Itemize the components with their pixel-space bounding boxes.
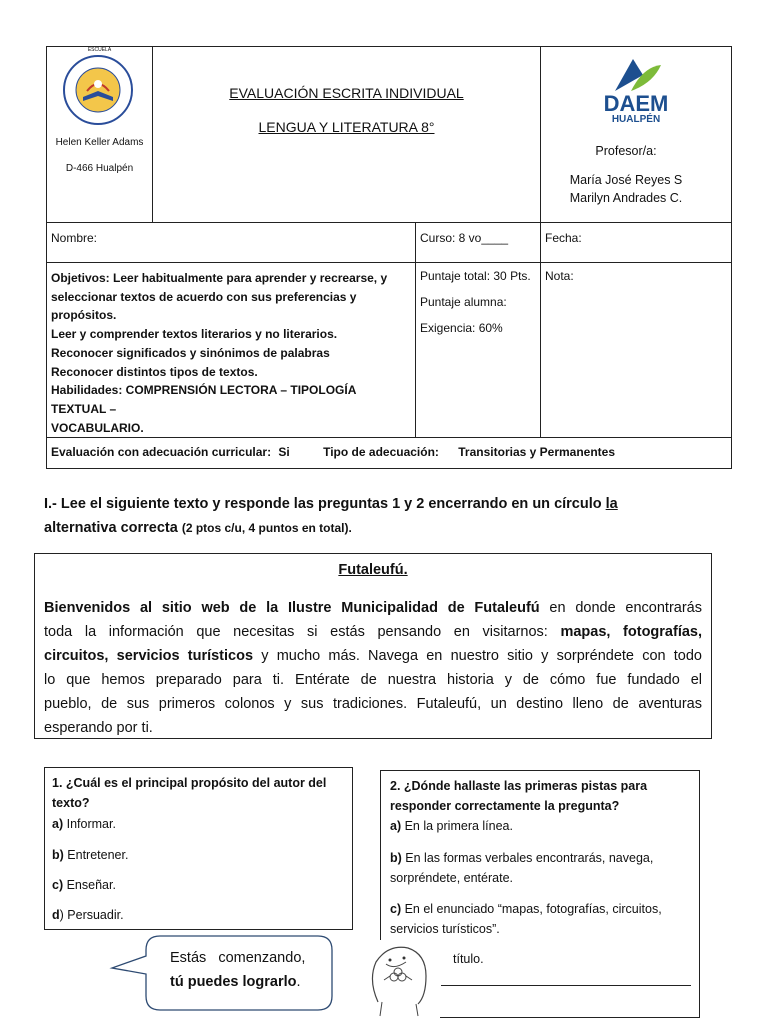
q1-option-d[interactable] <box>52 906 124 924</box>
q2-option-c-cont: servicios turísticos”. <box>390 922 500 936</box>
option-letter: b) <box>52 848 64 862</box>
q2-option-a[interactable] <box>390 817 513 835</box>
option-letter: d <box>52 908 60 922</box>
daem-cell <box>541 47 732 223</box>
option-text: ) Persuadir. <box>59 908 124 922</box>
reading-segment: pueblo, de sus primeros colonos y sus tradiciones. Futaleufú, un destino lleno de aventuras <box>44 696 702 712</box>
question-2-text: responder correctamente la pregunta? <box>390 799 620 813</box>
teacher-label: Profesor/a: <box>595 144 657 158</box>
exam-subtitle: LENGUA Y LITERATURA 8° <box>258 119 435 135</box>
adaptation-value: Si <box>278 445 290 460</box>
option-letter: a) <box>52 817 64 831</box>
reading-line <box>44 716 702 740</box>
requirement: Exigencia: 60% <box>420 321 503 335</box>
instructions-line-1 <box>44 496 618 512</box>
title-cell <box>153 47 541 223</box>
reading-bold-segment: mapas, fotografías, <box>560 624 703 640</box>
option-text: Enseñar. <box>63 878 116 892</box>
instructions-line-2 <box>44 520 352 536</box>
option-text: En las formas verbales encontrarás, navega, <box>401 851 654 865</box>
question-2-text: 2. ¿Dónde hallaste las primeras pistas para <box>390 779 648 793</box>
objectives-line: Leer y comprender textos literarios y no literarios. <box>51 327 338 342</box>
header-table <box>46 46 732 469</box>
reading-box <box>34 553 712 739</box>
q1-option-b[interactable] <box>52 846 128 864</box>
reading-segment: toda la información que necesitas si estás pensando en visitarnos: <box>44 624 561 640</box>
q2-option-b[interactable] <box>390 849 653 867</box>
option-letter: a) <box>390 819 402 833</box>
speech-bubble-shape <box>108 932 338 1014</box>
daem-logo-subtext: HUALPÉN <box>611 114 661 125</box>
reading-line <box>44 620 702 644</box>
bubble-text-1: Estás comenzando, <box>170 950 306 966</box>
reading-body <box>44 596 702 740</box>
option-text: En la primera línea. <box>401 819 513 833</box>
objectives-line: Habilidades: COMPRENSIÓN LECTORA – TIPOLOGÍA TEXTUAL – <box>51 383 356 416</box>
reading-segment: esperando por ti. <box>44 720 153 736</box>
option-letter: c) <box>390 902 402 916</box>
school-name: Helen Keller Adams <box>55 137 144 148</box>
reading-line <box>44 692 702 716</box>
reading-line <box>44 596 702 620</box>
total-score: Puntaje total: 30 Pts. <box>420 269 531 283</box>
option-text: Informar. <box>63 817 116 831</box>
exam-title: EVALUACIÓN ESCRITA INDIVIDUAL <box>229 85 464 101</box>
objectives-line: propósitos. <box>51 308 117 323</box>
objectives-line: seleccionar textos de acuerdo con sus preferencias y <box>51 289 357 304</box>
reading-bold-segment: circuitos, servicios turísticos <box>44 648 254 664</box>
school-logo <box>61 53 135 127</box>
student-score: Puntaje alumna: <box>420 295 507 309</box>
school-cell <box>47 47 153 223</box>
school-logo-top-text: ESCUELA <box>87 47 112 53</box>
objectives-line: VOCABULARIO. <box>51 420 144 435</box>
name-cell[interactable] <box>47 223 416 263</box>
q2-option-c[interactable] <box>390 900 662 918</box>
adaptation-type-value: Transitorias y Permanentes <box>458 445 616 460</box>
course-label: Curso: 8 vo____ <box>420 231 509 245</box>
option-letter: c) <box>52 878 64 892</box>
daem-logo-icon <box>613 57 663 91</box>
reading-segment: lo que hemos preparado para ti. Entérate de nuestra historia y de cómo fue fundado el <box>44 672 702 688</box>
reading-segment: y mucho más. Navega en nuestro sitio y sorpréndete con todo <box>253 648 702 664</box>
reading-title: Futaleufú. <box>338 562 408 578</box>
bubble-bold: tú puedes lograrlo <box>170 974 297 990</box>
question-1-box <box>44 767 353 930</box>
objectives-cell <box>47 263 416 438</box>
q2-option-b-cont: sorpréndete, entérate. <box>390 871 513 885</box>
course-cell <box>416 223 541 263</box>
adaptation-cell <box>47 438 732 469</box>
objectives-line: Objetivos: Leer habitualmente para aprender y recrearse, y <box>51 271 388 285</box>
objectives-line: Reconocer significados y sinónimos de palabras <box>51 345 330 360</box>
objectives-line: Reconocer distintos tipos de textos. <box>51 364 258 379</box>
option-text: En el enunciado “mapas, fotografías, circuitos, <box>401 902 662 916</box>
grade-cell[interactable] <box>541 263 732 438</box>
option-letter: b) <box>390 851 402 865</box>
date-label: Fecha: <box>545 231 582 245</box>
teacher-2: Marilyn Andrades C. <box>569 191 683 205</box>
instructions-underlined: la <box>605 496 618 512</box>
reading-segment: en donde encontrarás <box>539 600 703 616</box>
option-text: Entretener. <box>63 848 129 862</box>
teacher-1: María José Reyes S <box>569 173 683 187</box>
adaptation-label: Evaluación con adecuación curricular: <box>51 445 272 460</box>
name-label: Nombre: <box>51 231 98 245</box>
adaptation-type-label: Tipo de adecuación: <box>323 445 439 460</box>
bubble-text-2 <box>170 974 301 990</box>
reading-line <box>44 644 702 668</box>
reading-line <box>44 668 702 692</box>
reading-bold-segment: Bienvenidos al sitio web de la Ilustre Municipalidad de Futaleufú <box>44 600 540 616</box>
q1-option-c[interactable] <box>52 876 116 894</box>
score-cell <box>416 263 541 438</box>
mascot-sketch <box>360 940 440 1020</box>
question-1-text: texto? <box>52 796 90 810</box>
q2-answer-line <box>441 985 691 986</box>
q2-option-d[interactable]: título. <box>453 952 484 966</box>
bubble-period: . <box>296 974 301 990</box>
grade-label: Nota: <box>545 269 574 283</box>
instructions-text-2: alternativa correcta <box>44 520 178 536</box>
instructions-text: I.- Lee el siguiente texto y responde las preguntas 1 y 2 encerrando en un círculo <box>44 496 602 512</box>
date-cell[interactable] <box>541 223 732 263</box>
school-code: D-466 Hualpén <box>65 163 134 174</box>
q1-option-a[interactable] <box>52 815 116 833</box>
instructions-points: (2 ptos c/u, 4 puntos en total). <box>181 521 352 535</box>
question-1-text: 1. ¿Cuál es el principal propósito del autor del <box>52 776 327 790</box>
daem-logo-text: DAEM <box>603 91 669 116</box>
